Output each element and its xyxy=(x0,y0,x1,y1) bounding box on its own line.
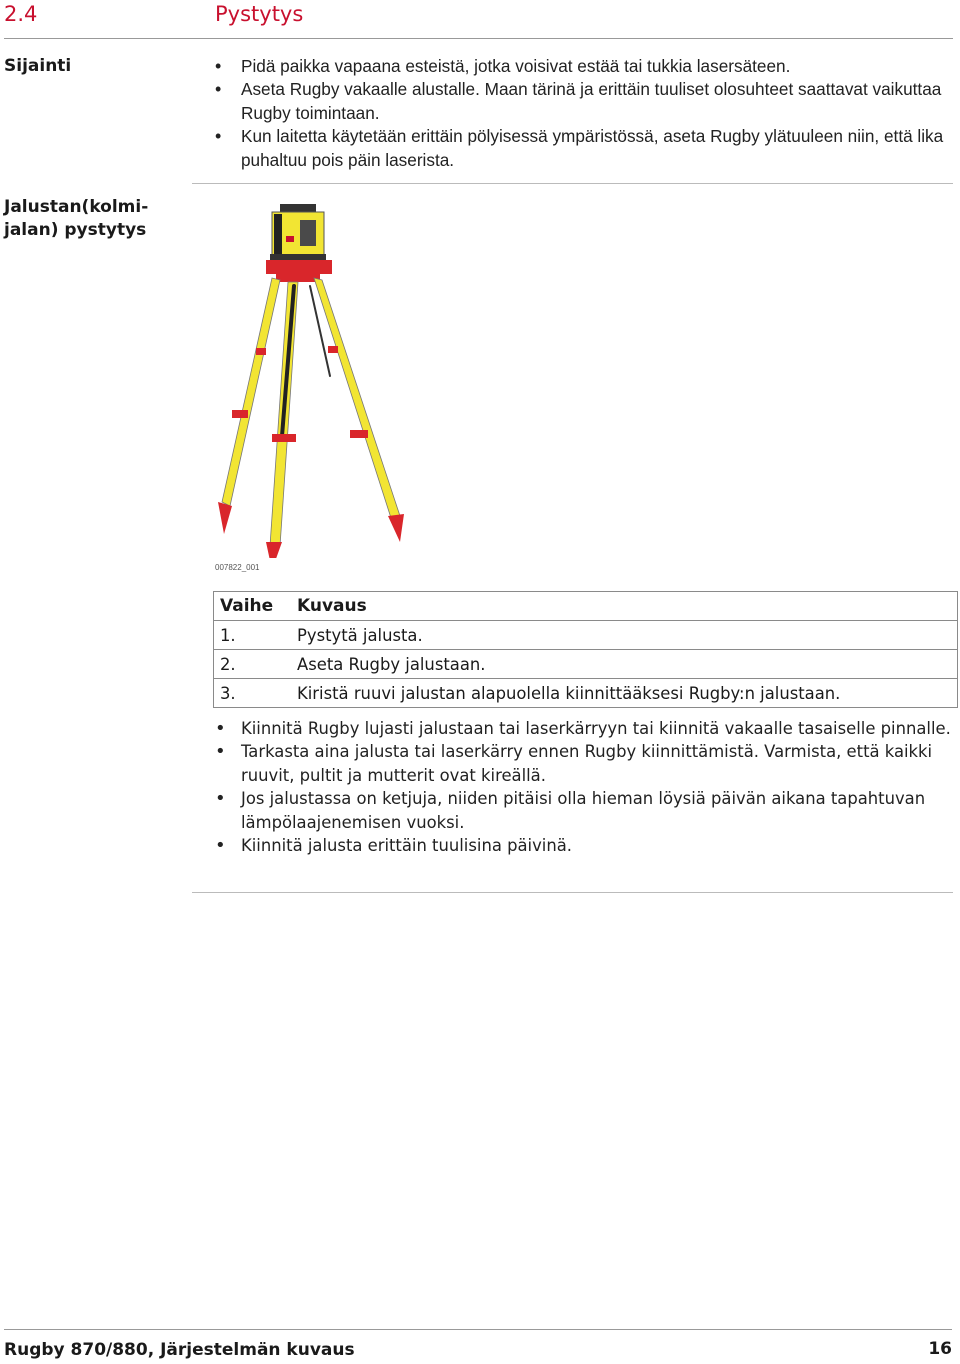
section-divider xyxy=(192,892,953,893)
location-bullets xyxy=(215,55,955,172)
header-rule xyxy=(4,38,953,39)
tripod-feet xyxy=(218,502,404,558)
table-header-row xyxy=(214,592,958,621)
page-number: 16 xyxy=(928,1339,952,1359)
column-header-description: Kuvaus xyxy=(291,592,958,621)
column-header-step: Vaihe xyxy=(214,592,292,621)
tripod-label xyxy=(4,196,148,242)
tripod-label-line1: Jalustan(kolmi- xyxy=(4,197,149,217)
step-description: Aseta Rugby jalustaan. xyxy=(291,650,958,679)
footer-rule xyxy=(4,1329,952,1330)
step-number: 1. xyxy=(214,621,292,650)
step-number: 2. xyxy=(214,650,292,679)
section-title: Pystytys xyxy=(215,2,304,26)
list-item: • Pidä paikka vapaana esteistä, jotka voisivat estää tai tukkia lasersäteen. xyxy=(215,55,955,78)
list-item: • Jos jalustassa on ketjuja, niiden pitäisi olla hieman löysiä päivän aikana tapahtuvan lämpölaajenemisen vuoksi. xyxy=(215,787,955,834)
step-description: Kiristä ruuvi jalustan alapuolella kiinnittääksesi Rugby:n jalustaan. xyxy=(291,679,958,708)
tripod-bullets xyxy=(215,717,955,857)
footer-title: Rugby 870/880, Järjestelmän kuvaus xyxy=(4,1340,355,1360)
table-row xyxy=(214,621,958,650)
tripod-legs xyxy=(222,278,400,546)
table-row xyxy=(214,650,958,679)
step-number: 3. xyxy=(214,679,292,708)
tripod-laser-illustration xyxy=(210,196,410,558)
section-number: 2.4 xyxy=(4,2,38,26)
section-divider xyxy=(192,183,953,184)
location-label: Sijainti xyxy=(4,56,72,76)
rugby-laser-icon xyxy=(270,204,326,260)
list-item: • Kiinnitä jalusta erittäin tuulisina päivinä. xyxy=(215,834,955,857)
list-item: • Kiinnitä Rugby lujasti jalustaan tai laserkärryyn tai kiinnitä vakaalle tasaiselle pinnalle. xyxy=(215,717,955,740)
list-item: • Tarkasta aina jalusta tai laserkärry ennen Rugby kiinnittämistä. Varmista, että kaikki ruuvit, pultit ja mutterit ovat kireällä. xyxy=(215,740,955,787)
steps-table xyxy=(213,591,958,708)
figure-code: 007822_001 xyxy=(215,563,260,572)
list-item: • Kun laitetta käytetään erittäin pölyisessä ympäristössä, aseta Rugby ylätuuleen niin, että lika puhaltuu pois päin laserista. xyxy=(215,125,955,172)
list-item: • Aseta Rugby vakaalle alustalle. Maan tärinä ja erittäin tuuliset olosuhteet saattavat vaikuttaa Rugby toimintaan. xyxy=(215,78,955,125)
step-description: Pystytä jalusta. xyxy=(291,621,958,650)
table-row xyxy=(214,679,958,708)
tripod-label-line2: jalan) pystytys xyxy=(4,220,147,240)
